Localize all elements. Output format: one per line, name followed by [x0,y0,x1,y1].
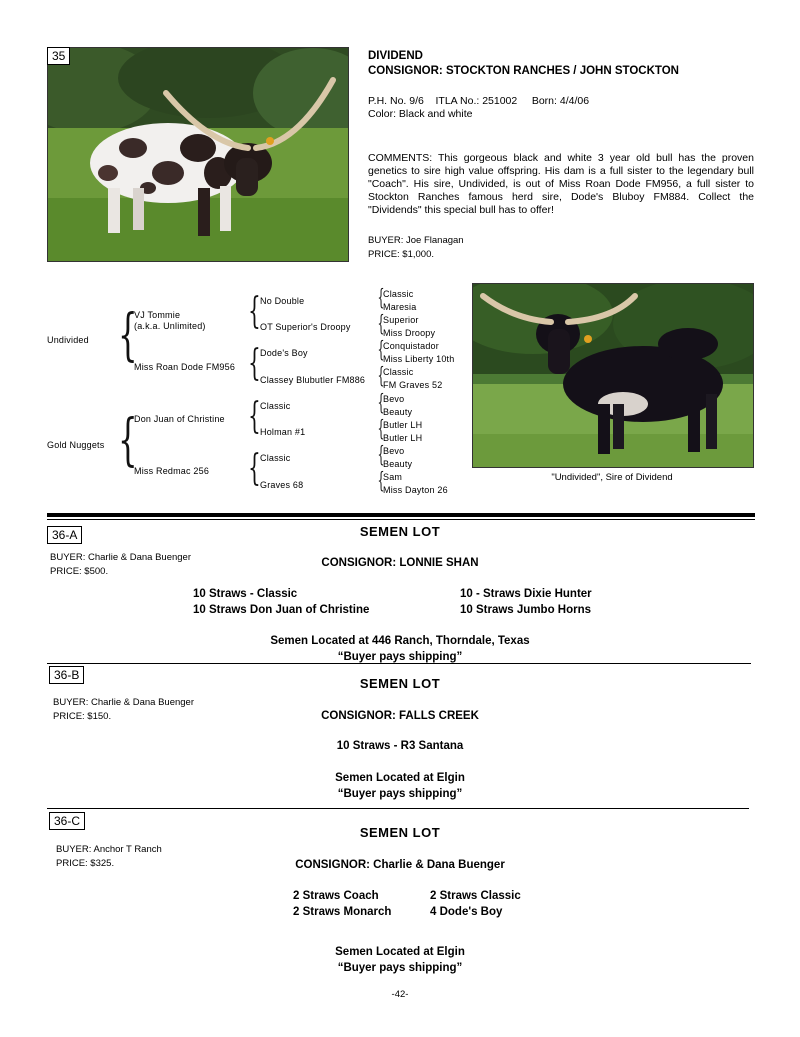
lot-36b-price: PRICE: $150. [53,711,112,722]
lot-36c-straw: 2 Straws Classic [430,890,521,902]
lot-35-number: 35 [47,47,70,65]
pedigree-gen3: Classey Blubutler FM886 [260,375,366,385]
pedigree-gen2: (a.k.a. Unlimited) [134,321,206,331]
lot-35-name: DIVIDEND [368,50,423,62]
lot-35-buyer: BUYER: Joe Flanagan [368,235,464,246]
page-number: -42- [391,989,409,1000]
lot-36c-shipping: “Buyer pays shipping” [337,962,463,974]
lot-36a-straw: 10 - Straws Dixie Hunter [460,588,592,600]
pedigree-gen4: Miss Droopy [383,328,436,338]
pedigree-gen4: Superior [383,315,419,325]
lot-36b-shipping: “Buyer pays shipping” [337,788,463,800]
lot-36b-number: 36-B [49,666,84,684]
lot-36a-price: PRICE: $500. [50,566,109,577]
pedigree-gen4: Classic [383,289,414,299]
lot-36a-location: Semen Located at 446 Ranch, Thorndale, Texas [270,635,530,647]
pedigree-dam: Gold Nuggets [47,440,105,450]
lot-35-color: Color: Black and white [368,108,473,120]
section-divider-thick [47,513,755,517]
pedigree-brace: { [248,343,261,384]
undivided-photo [472,283,754,468]
lot-36c-number: 36-C [49,812,85,830]
section-divider-thin [47,663,751,664]
pedigree-gen2: Don Juan of Christine [134,414,225,424]
pedigree-gen4: Beauty [383,459,413,469]
lot-36a-buyer: BUYER: Charlie & Dana Buenger [50,552,191,563]
pedigree-gen4: Bevo [383,446,405,456]
lot-36c-straw: 2 Straws Coach [293,890,379,902]
lot-36c-title: SEMEN LOT [359,825,441,840]
lot-35-price: PRICE: $1,000. [368,249,435,260]
lot-36a-straw: 10 Straws Jumbo Horns [460,604,592,616]
pedigree-brace: { [248,291,261,332]
pedigree-brace: { [248,448,261,489]
pedigree-gen3: Holman #1 [260,427,306,437]
pedigree-gen2: Miss Redmac 256 [134,466,210,476]
pedigree-gen4: Beauty [383,407,413,417]
lot-36b-location: Semen Located at Elgin [335,772,465,784]
undivided-bull-illustration [473,284,753,467]
pedigree-gen4: Butler LH [383,433,423,443]
pedigree-gen4: Bevo [383,394,405,404]
pedigree-gen3: OT Superior's Droopy [260,322,351,332]
dividend-bull-illustration [48,48,348,261]
pedigree-gen2: VJ Tommie [134,310,181,320]
lot-36b-straw: 10 Straws - R3 Santana [336,740,464,752]
pedigree-brace: { [377,338,385,363]
pedigree-gen3: No Double [260,296,305,306]
pedigree-sire: Undivided [47,335,89,345]
pedigree-brace: { [248,396,261,437]
pedigree-gen4: Miss Dayton 26 [383,485,448,495]
lot-35-registration [368,95,589,108]
section-divider-thin [47,519,755,520]
pedigree-gen4: FM Graves 52 [383,380,443,390]
lot-36b-consignor: CONSIGNOR: FALLS CREEK [321,710,479,722]
born-date: Born: 4/4/06 [531,95,590,107]
pedigree-gen3: Classic [260,401,291,411]
dividend-photo [47,47,349,262]
pedigree-gen4: Butler LH [383,420,423,430]
lot-36a-number: 36-A [47,526,82,544]
pedigree-gen4: Classic [383,367,414,377]
lot-36b-title: SEMEN LOT [359,676,441,691]
undivided-caption: "Undivided", Sire of Dividend [551,472,673,483]
pedigree-brace: { [118,303,138,368]
pedigree-gen3: Classic [260,453,291,463]
lot-36a-title: SEMEN LOT [359,524,441,539]
lot-36a-straw: 10 Straws - Classic [193,588,298,600]
lot-36c-straw: 2 Straws Monarch [293,906,392,918]
lot-36c-price: PRICE: $325. [56,858,115,869]
pedigree-brace: { [377,312,385,337]
pedigree-gen2: Miss Roan Dode FM956 [134,362,236,372]
pedigree-brace: { [377,364,385,389]
pedigree-brace: { [377,286,385,311]
pedigree-gen3: Graves 68 [260,480,304,490]
lot-36c-consignor: CONSIGNOR: Charlie & Dana Buenger [295,859,505,871]
itla-number: ITLA No.: 251002 [435,95,518,107]
pedigree-gen4: Sam [383,472,403,482]
pedigree-gen4: Conquistador [383,341,439,351]
section-divider-thin [47,808,749,809]
pedigree-brace: { [377,391,385,416]
pedigree-gen4: Miss Liberty 10th [383,354,455,364]
lot-36b-buyer: BUYER: Charlie & Dana Buenger [53,697,194,708]
pedigree-brace: { [377,443,385,468]
pedigree-brace: { [377,417,385,442]
pedigree-gen4: Maresia [383,302,417,312]
lot-36c-location: Semen Located at Elgin [335,946,465,958]
pedigree-brace: { [118,408,138,473]
lot-36a-straw: 10 Straws Don Juan of Christine [193,604,370,616]
lot-36c-buyer: BUYER: Anchor T Ranch [56,844,162,855]
ph-number: P.H. No. 9/6 [368,95,424,107]
lot-36a-shipping: “Buyer pays shipping” [337,651,463,663]
lot-35-consignor: CONSIGNOR: STOCKTON RANCHES / JOHN STOCKTON [368,65,679,77]
pedigree-gen3: Dode's Boy [260,348,308,358]
lot-35-comments: COMMENTS: This gorgeous black and white 3 year old bull has the proven genetics to sire high value offspring. His dam is a full sister to the legendary bull "Coach". His sire, Undivided, is out of Miss Roan Dode FM956, a full sister to Stockton Ranches famous herd sire, Dode's Bluboy FM884. Collect the "Dividends" this special bull has to offer! [368,152,754,216]
pedigree-brace: { [377,469,385,494]
lot-36c-straw: 4 Dode's Boy [430,906,503,918]
lot-36a-consignor: CONSIGNOR: LONNIE SHAN [321,557,479,569]
